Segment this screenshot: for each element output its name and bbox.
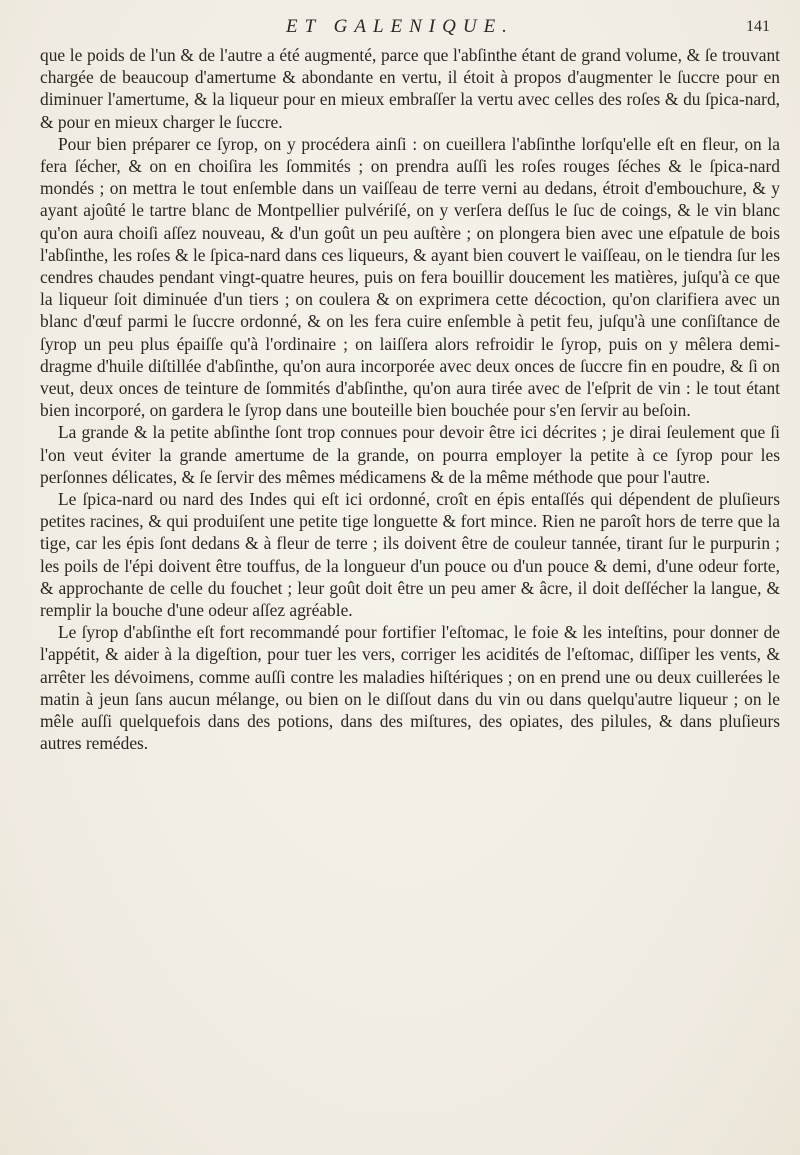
running-title: ET GALENIQUE. [286, 16, 514, 37]
paragraph-uses: Le ſyrop d'abſinthe eſt fort recommandé pour fortifier l'eſtomac, le foie & les inteſtins, pour donner de l'appétit, & aider à la digeſtion, pour tuer les vers, corriger les acidités de l'eſtomac, diſſiper les vents, & arrêter les dévoimens, comme auſſi contre les maladies hiſtériques ; on en prend une ou deux cuillerées le matin à jeun ſans aucun mélange, ou bien on le diſſout dans du vin ou dans quelqu'autre liqueur ; on le mêle auſſi quelquefois dans des potions, dans des miſtures, des opiates, des pilules, & dans pluſieurs autres remédes. [40, 622, 780, 754]
paragraph-absinthe-description: La grande & la petite abſinthe ſont trop connues pour devoir être ici décrites ; je dirai ſeulement que ſi l'on veut éviter la grande amertume de la grande, on pourra employer la petite à ce ſyrop pour les perſonnes délicates, & ſe ſervir des mêmes médicamens & de la même méthode que pour l'autre. [40, 422, 780, 487]
paragraph-spica-nard: Le ſpica-nard ou nard des Indes qui eſt ici ordonné, croît en épis entaſſés qui dépendent de pluſieurs petites racines, & qui produiſent une petite tige longuette & fort mince. Rien ne paroît hors de terre que la tige, car les épis ſont dedans & à fleur de terre ; ils doivent être de couleur tannée, tirant ſur le purpurin ; les poils de l'épi doivent être touffus, de la longueur d'un pouce ou d'un pouce & demi, d'une odeur forte, & approchante de celle du fouchet ; leur goût doit être un peu amer & âcre, il doit deſſécher la langue, & remplir la bouche d'une odeur aſſez agréable. [40, 489, 780, 621]
body-text [40, 44, 780, 755]
paragraph-continuation: que le poids de l'un & de l'autre a été augmenté, parce que l'abſinthe étant de grand volume, & ſe trouvant chargée de beaucoup d'amertume & abondante en vertu, il étoit à propos d'augmenter le ſuccre pour en diminuer l'amertume, & la liqueur pour en mieux embraſſer la vertu avec celles des roſes & du ſpica-nard, & pour en mieux charger le ſuccre. [40, 45, 780, 132]
page-number: 141 [746, 18, 770, 35]
paragraph-preparation: Pour bien préparer ce ſyrop, on y procédera ainſi : on cueillera l'abſinthe lorſqu'elle eſt en fleur, on la fera ſécher, & on en choiſira les ſommités ; on prendra auſſi les roſes rouges ſéches & le ſpica-nard mondés ; on mettra le tout enſemble dans un vaiſſeau de terre verni au dedans, étroit d'embouchure, & y ayant ajoûté le tartre blanc de Montpellier pulvériſé, on y verſera deſſus le ſuc de coings, & le vin blanc qu'on aura choiſi aſſez nouveau, & d'un goût un peu auſtère ; on plongera bien avec une eſpatule de bois l'abſinthe, les roſes & le ſpica-nard dans ces liqueurs, & ayant bien couvert le vaiſſeau, on le tiendra ſur les cendres chaudes pendant vingt-quatre heures, puis on fera bouillir doucement les matières, juſqu'à ce que la liqueur ſoit diminuée d'un tiers ; on coulera & on exprimera cette décoction, qu'on clarifiera avec un blanc d'œuf parmi le ſuccre ordonné, & on les fera cuire enſemble à petit feu, juſqu'à une conſiſtance de ſyrop un peu plus épaiſſe qu'à l'ordinaire ; on laiſſera alors refroidir le ſyrop, puis on y mêlera demi-dragme d'huile diſtillée d'abſinthe, qu'on aura incorporée avec deux onces de ſuccre fin en poudre, & ſi on veut, deux onces de teinture de ſommités d'abſinthe, qu'on aura tirée avec de l'eſprit de vin : le tout étant bien incorporé, on gardera le ſyrop dans une bouteille bien bouchée pour s'en ſervir au beſoin. [40, 133, 780, 421]
